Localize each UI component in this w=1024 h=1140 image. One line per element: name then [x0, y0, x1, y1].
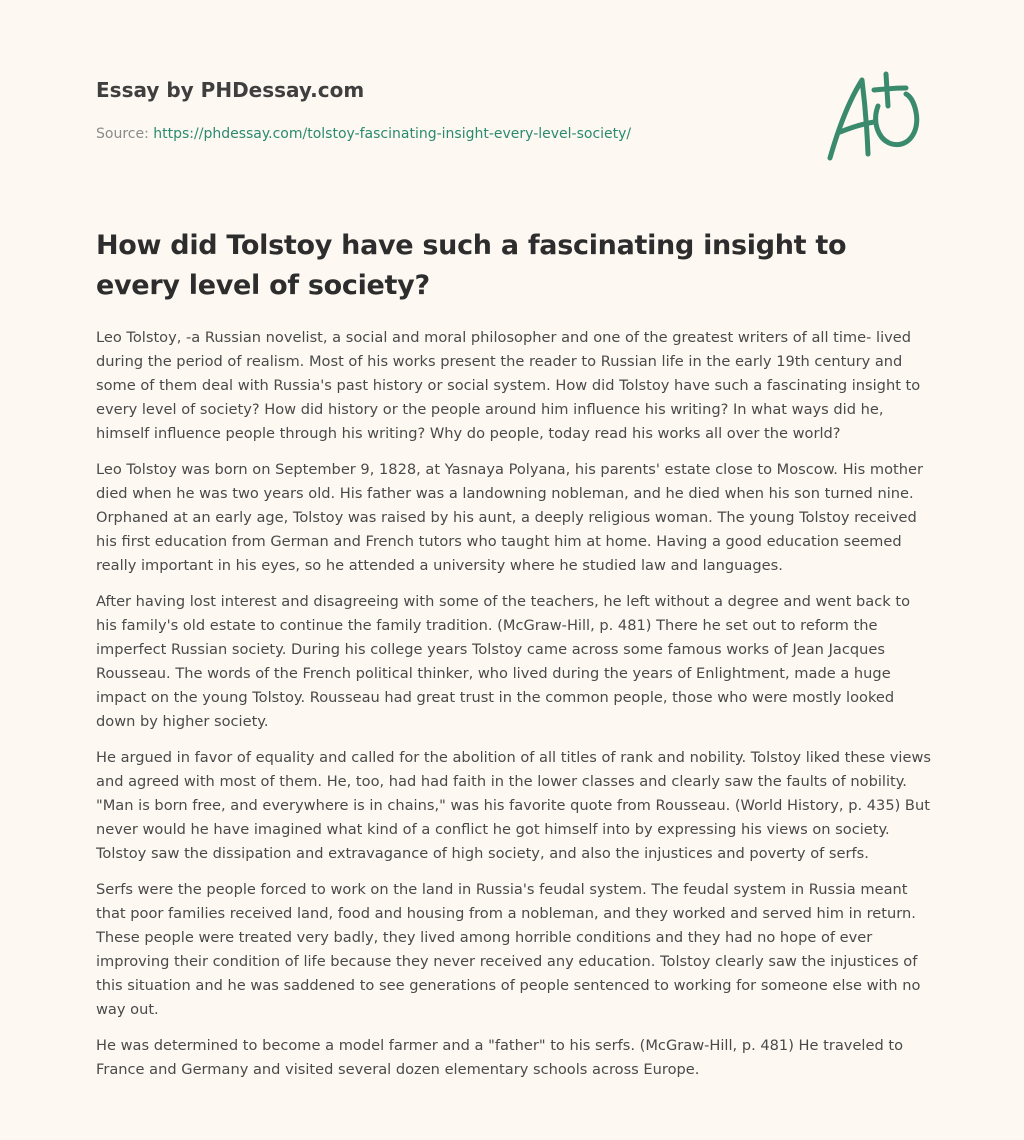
essay-paragraph: He argued in favor of equality and called for the abolition of all titles of rank and nobility. Tolstoy liked these views and agreed with most of them. He, too, had had faith in the lower classes and clearly saw the faults of nobility. "Man is born free, and everywhere is in chains," was his favorite quote from Rousseau. (World History, p. 435) But never would he have imagined what kind of a conflict he got himself into by expressing his views on society. Tolstoy saw the dissipation and extravagance of high society, and also the injustices and poverty of serfs.: [96, 749, 931, 862]
a-plus-logo-icon: [822, 66, 928, 166]
essay-paragraph: Leo Tolstoy was born on September 9, 1828, at Yasnaya Polyana, his parents' estate close to Moscow. His mother died when he was two years old. His father was a landowning nobleman, and he died when his son turned nine. Orphaned at an early age, Tolstoy was raised by his aunt, a deeply religious woman. The young Tolstoy received his first education from German and French tutors who taught him at home. Having a good education seemed really important in his eyes, so he attended a university where he studied law and languages.: [96, 461, 923, 574]
essay-paragraph: He was determined to become a model farmer and a "father" to his serfs. (McGraw-Hill, p. 481) He traveled to France and Germany and visited several dozen elementary schools across Europe.: [96, 1037, 904, 1078]
essay-paragraph: After having lost interest and disagreeing with some of the teachers, he left without a degree and went back to his family's old estate to continue the family tradition. (McGraw-Hill, p. 481) There he set out to reform the imperfect Russian society. During his college years Tolstoy came across some famous works of Jean Jacques Rousseau. The words of the French political thinker, who lived during the years of Enlightment, made a huge impact on the young Tolstoy. Rousseau had great trust in the common people, those who were mostly looked down by higher society.: [96, 593, 910, 730]
source-link[interactable]: https://phdessay.com/tolstoy-fascinating-insight-every-level-society/: [153, 126, 632, 142]
essay-paragraph: Serfs were the people forced to work on the land in Russia's feudal system. The feudal system in Russia meant that poor families received land, food and housing from a nobleman, and they worked and served him in return. These people were treated very badly, they lived among horrible conditions and they had no hope of ever improving their condition of life because they never received any education. Tolstoy clearly saw the injustices of this situation and he was saddened to see generations of people sentenced to working for someone else with no way out.: [96, 881, 921, 1018]
essay-header: [96, 76, 796, 144]
essay-title: How did Tolstoy have such a fascinating insight to every level of society?: [96, 230, 847, 301]
essay-paragraph: Leo Tolstoy, -a Russian novelist, a social and moral philosopher and one of the greatest writers of all time- lived during the period of realism. Most of his works present the reader to Russian life in the early 19th century and some of them deal with Russia's past history or social system. How did Tolstoy have such a fascinating insight to every level of society? How did history or the people around him influence his writing? In what ways did he, himself influence people through his writing? Why do people, today read his works all over the world?: [96, 329, 921, 442]
source-line: [96, 124, 796, 144]
source-label: Source:: [96, 126, 154, 142]
site-title: Essay by PHDessay.com: [96, 78, 365, 102]
essay-body: [96, 326, 932, 1094]
